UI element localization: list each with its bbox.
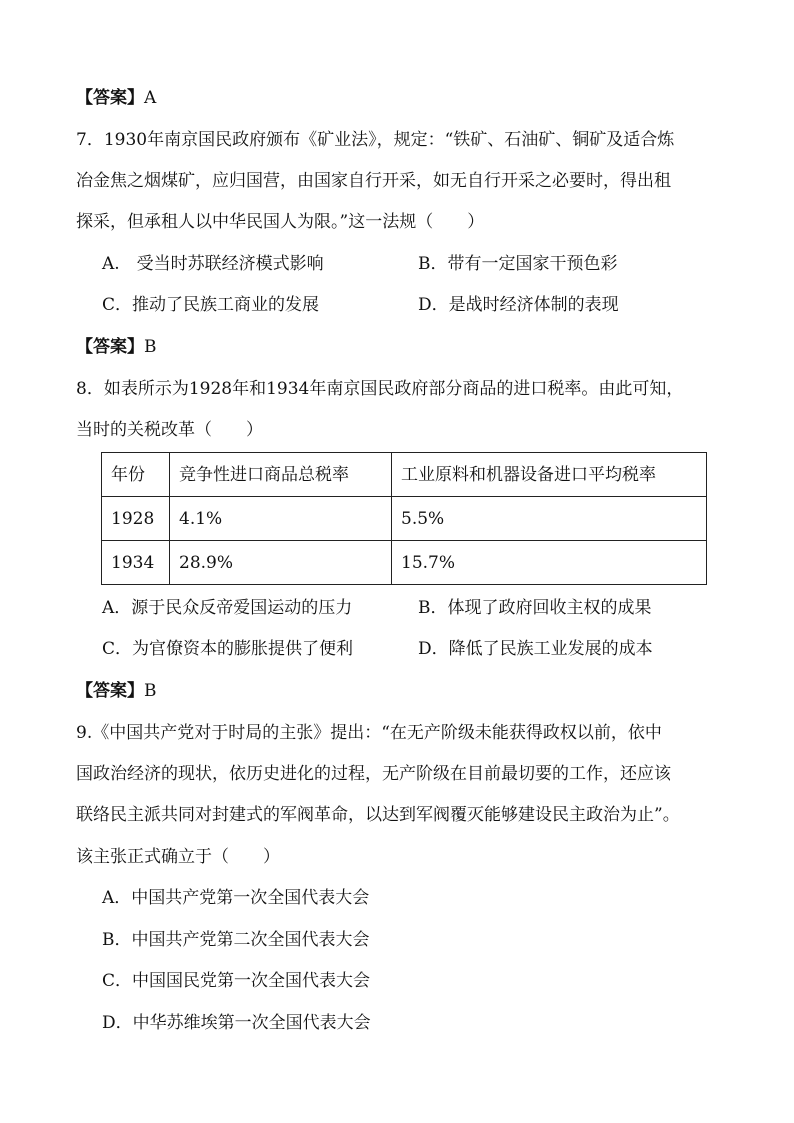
- question-7-line-3: 探采，但承租人以中华民国人为限。”这一法规（ ）: [76, 212, 485, 232]
- answer-q6: [76, 86, 156, 110]
- question-7-line-2: 冶金焦之烟煤矿，应归国营，由国家自行开采，如无自行开采之必要时，得出租: [76, 171, 671, 191]
- q7-option-d: D．是战时经济体制的表现: [418, 295, 619, 315]
- question-9-line-1: 9.《中国共产党对于时局的主张》提出：“在无产阶级未能获得政权以前，依中: [76, 723, 662, 743]
- question-7-line-1: 7．1930年南京国民政府颁布《矿业法》，规定：“铁矿、石油矿、铜矿及适合炼: [76, 130, 675, 150]
- table-cell: 5.5%: [392, 497, 707, 541]
- q8-option-d: D．降低了民族工业发展的成本: [418, 639, 653, 659]
- q7-option-b: B．带有一定国家干预色彩: [418, 254, 618, 274]
- q9-option-d: D．中华苏维埃第一次全国代表大会: [102, 1013, 371, 1033]
- answer-label: 【答案】: [76, 681, 144, 701]
- q9-option-c: C．中国国民党第一次全国代表大会: [102, 971, 371, 991]
- q7-option-c: C．推动了民族工商业的发展: [102, 295, 320, 315]
- q8-option-b: B．体现了政府回收主权的成果: [418, 598, 652, 618]
- answer-value: B: [144, 681, 157, 701]
- question-9-line-2: 国政治经济的现状，依历史进化的过程，无产阶级在目前最切要的工作，还应该: [76, 764, 671, 784]
- table-row: [102, 497, 707, 541]
- answer-q7: [76, 335, 157, 359]
- table-header-cell: 竞争性进口商品总税率: [170, 453, 392, 497]
- question-9-line-3: 联络民主派共同对封建式的军阀革命，以达到军阀覆灭能够建设民主政治为止”。: [76, 805, 680, 825]
- table-cell: 28.9%: [170, 541, 392, 585]
- answer-value: A: [144, 88, 157, 108]
- question-8-line-2: 当时的关税改革（ ）: [76, 420, 263, 440]
- table-cell: 1928: [102, 497, 170, 541]
- answer-q8: [76, 679, 157, 703]
- q9-option-b: B．中国共产党第二次全国代表大会: [102, 930, 370, 950]
- answer-value: B: [144, 337, 157, 357]
- table-cell: 15.7%: [392, 541, 707, 585]
- table-header-cell: 年份: [102, 453, 170, 497]
- question-8-line-1: 8．如表所示为1928年和1934年南京国民政府部分商品的进口税率。由此可知，: [76, 379, 684, 399]
- table-row: [102, 541, 707, 585]
- question-9-line-4: 该主张正式确立于（ ）: [76, 847, 280, 867]
- q7-option-a: A. 受当时苏联经济模式影响: [102, 254, 324, 274]
- tariff-table: [101, 452, 707, 585]
- answer-label: 【答案】: [76, 88, 144, 108]
- q9-option-a: A．中国共产党第一次全国代表大会: [102, 888, 370, 908]
- table-header-cell: 工业原料和机器设备进口平均税率: [392, 453, 707, 497]
- q8-option-a: A．源于民众反帝爱国运动的压力: [102, 598, 353, 618]
- q8-option-c: C．为官僚资本的膨胀提供了便利: [102, 639, 354, 659]
- table-header-row: [102, 453, 707, 497]
- table-cell: 4.1%: [170, 497, 392, 541]
- table-cell: 1934: [102, 541, 170, 585]
- answer-label: 【答案】: [76, 337, 144, 357]
